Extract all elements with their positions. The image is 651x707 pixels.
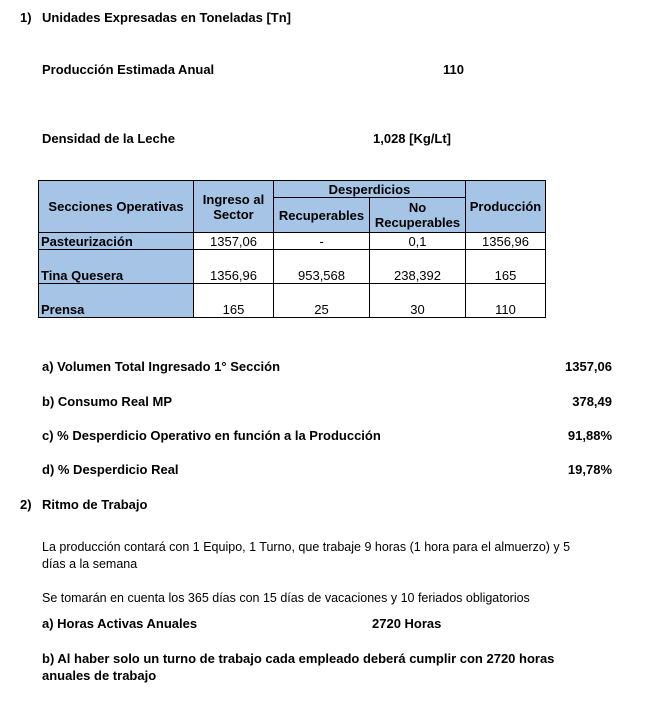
- produccion-value: 110: [443, 62, 464, 77]
- densidad-value: 1,028 [Kg/Lt]: [373, 131, 452, 146]
- row-seccion: Pasteurización: [39, 233, 194, 250]
- produccion-label: Producción Estimada Anual: [42, 62, 215, 77]
- b-statement-line1: b) Al haber solo un turno de trabajo cada empleado deberá cumplir con 2720 horas: [42, 651, 555, 666]
- section2-number: 2): [20, 497, 32, 512]
- table-header-row: [39, 181, 546, 198]
- table-row: [39, 250, 546, 284]
- paragraph-produccion-line2: días a la semana: [42, 557, 138, 571]
- paragraph-dias: Se tomarán en cuenta los 365 días con 15 días de vacaciones y 10 feriados obligatorios: [42, 591, 530, 605]
- result-label-b: b) Consumo Real MP: [42, 394, 173, 409]
- horas-label: a) Horas Activas Anuales: [42, 616, 198, 631]
- header-secciones: Secciones Operativas: [39, 181, 194, 233]
- result-value-b: 378,49: [572, 394, 612, 409]
- section2-title: Ritmo de Trabajo: [42, 497, 148, 512]
- result-value-a: 1357,06: [565, 359, 612, 374]
- table-row: [39, 284, 546, 318]
- row-ingreso: 1357,06: [194, 233, 274, 250]
- row-seccion: Prensa: [39, 284, 194, 318]
- header-produccion: Producción: [466, 181, 546, 233]
- row-produccion: 110: [466, 284, 546, 318]
- row-ingreso: 165: [194, 284, 274, 318]
- header-desperdicios: Desperdicios: [274, 181, 466, 198]
- header-ingreso: Ingreso al Sector: [194, 181, 274, 233]
- result-label-c: c) % Desperdicio Operativo en función a la Producción: [42, 428, 381, 443]
- row-recuperables: 953,568: [274, 250, 370, 284]
- section1-number: 1): [20, 10, 32, 25]
- paragraph-produccion-line1: La producción contará con 1 Equipo, 1 Turno, que trabaje 9 horas (1 hora para el almuerzo) y 5: [42, 540, 571, 554]
- row-no-recuperables: 30: [370, 284, 466, 318]
- table-row: [39, 233, 546, 250]
- row-recuperables: -: [274, 233, 370, 250]
- densidad-label: Densidad de la Leche: [42, 131, 175, 146]
- result-value-c: 91,88%: [567, 428, 612, 443]
- row-ingreso: 1356,96: [194, 250, 274, 284]
- row-no-recuperables: 0,1: [370, 233, 466, 250]
- row-produccion: 165: [466, 250, 546, 284]
- result-label-a: a) Volumen Total Ingresado 1° Sección: [42, 359, 281, 374]
- header-recuperables: Recuperables: [274, 198, 370, 233]
- row-seccion: Tina Quesera: [39, 250, 194, 284]
- row-recuperables: 25: [274, 284, 370, 318]
- section1-title: Unidades Expresadas en Toneladas [Tn]: [42, 10, 291, 25]
- result-value-d: 19,78%: [567, 462, 612, 477]
- b-statement-line2: anuales de trabajo: [42, 668, 157, 683]
- horas-value: 2720 Horas: [372, 616, 442, 631]
- row-produccion: 1356,96: [466, 233, 546, 250]
- operations-table: [38, 180, 546, 318]
- header-no-recuperables: No Recuperables: [370, 198, 466, 233]
- result-label-d: d) % Desperdicio Real: [42, 462, 179, 477]
- row-no-recuperables: 238,392: [370, 250, 466, 284]
